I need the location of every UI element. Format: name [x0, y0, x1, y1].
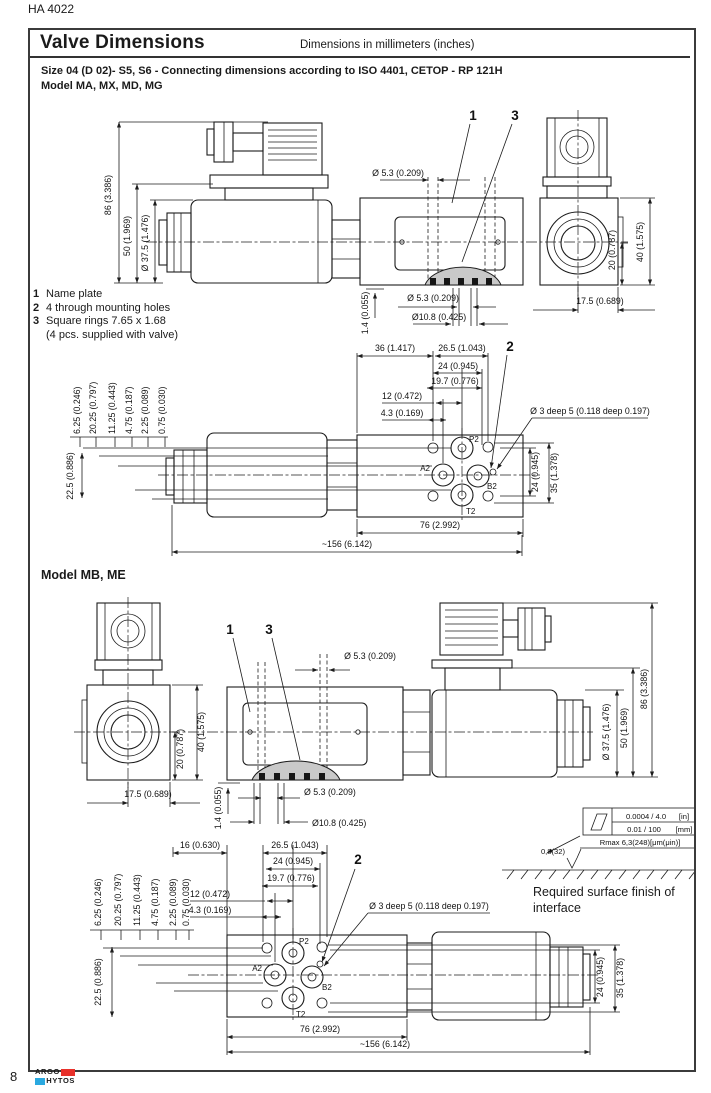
note-item: [33, 329, 178, 343]
dim-40: 40 (1.575): [635, 221, 645, 263]
note-number: 1: [33, 288, 40, 300]
dim-0-75: 0.75 (0.030): [157, 386, 167, 434]
flatness-mm: 0.01 / 100: [627, 825, 661, 834]
dim-20-25: 20.25 (0.797): [113, 873, 123, 926]
note-number: 2: [33, 301, 40, 314]
title-divider: [30, 56, 690, 58]
dim-19-7: 19.7 (0.776): [267, 873, 315, 883]
page-title: Valve Dimensions: [40, 32, 205, 53]
dim-36: 36 (1.417): [374, 343, 416, 353]
dim-76: 76 (2.992): [299, 1024, 341, 1034]
port-b2: B2: [322, 983, 332, 992]
dim-50: 50 (1.969): [122, 215, 132, 257]
port-p2: P2: [469, 435, 479, 444]
port-t2: T2: [466, 507, 476, 516]
port-a2: A2: [420, 464, 430, 473]
dim-16: 16 (0.630): [179, 840, 221, 850]
note-number: 3: [33, 315, 40, 327]
dim-hole-5-3-bottom: Ø 5.3 (0.209): [407, 293, 459, 303]
surface-finish-caption-line2: interface: [533, 901, 581, 915]
dim-156: ~156 (6.142): [321, 539, 373, 549]
dim-22-5: 22.5 (0.886): [65, 452, 75, 500]
units-note: Dimensions in millimeters (inches): [300, 39, 475, 51]
logo-cyan-block: [35, 1078, 45, 1085]
dim-17-5: 17.5 (0.689): [576, 296, 624, 306]
logo-text-hytos: HYTOS: [46, 1076, 75, 1085]
dim-hole-10-8: Ø10.8 (0.425): [411, 312, 467, 322]
callout-2: 2: [354, 852, 362, 867]
dim-hole-3-deep: Ø 3 deep 5 (0.118 deep 0.197): [530, 406, 650, 416]
dim-1-4: 1.4 (0.055): [213, 786, 223, 830]
dim-19-7: 19.7 (0.776): [431, 376, 479, 386]
dim-12: 12 (0.472): [381, 391, 423, 401]
flatness-in: 0.0004 / 4.0: [625, 812, 667, 821]
dim-37-5: Ø 37.5 (1.476): [140, 214, 150, 272]
dim-20: 20 (0.787): [607, 229, 617, 271]
callout-3: 3: [265, 622, 273, 637]
dim-2-25: 2.25 (0.089): [168, 878, 178, 926]
dim-hole-5-3-top: Ø 5.3 (0.209): [372, 168, 424, 178]
dim-86: 86 (3.386): [639, 668, 649, 710]
dim-26-5: 26.5 (1.043): [438, 343, 486, 353]
dim-17-5: 17.5 (0.689): [124, 789, 172, 799]
dim-26-5: 26.5 (1.043): [271, 840, 319, 850]
dim-50: 50 (1.969): [619, 707, 629, 749]
dim-right-35: 35 (1.378): [549, 452, 559, 494]
note-text: (4 pcs. supplied with valve): [46, 328, 179, 341]
dim-right-24: 24 (0.945): [595, 956, 605, 998]
note-text: Square rings 7.65 x 1.68: [46, 315, 166, 327]
callout-2: 2: [506, 339, 514, 354]
dim-20-25: 20.25 (0.797): [88, 381, 98, 434]
note-text: Name plate: [46, 288, 103, 300]
dim-24: 24 (0.945): [437, 361, 479, 371]
dim-right-35: 35 (1.378): [615, 957, 625, 999]
port-b2: B2: [487, 482, 497, 491]
dim-76: 76 (2.992): [419, 520, 461, 530]
dim-12: 12 (0.472): [189, 889, 231, 899]
notes-list: [33, 288, 178, 342]
doc-code: HA 4022: [28, 2, 75, 16]
dim-86: 86 (3.386): [103, 174, 113, 216]
dim-hole-10-8: Ø10.8 (0.425): [312, 818, 367, 828]
note-item: [33, 315, 178, 329]
dim-11-25: 11.25 (0.443): [132, 874, 142, 926]
argo-hytos-logo: [35, 1068, 75, 1086]
surface-finish-caption-line1: Required surface finish of: [533, 885, 675, 899]
note-item: [33, 302, 178, 316]
port-p2: P2: [299, 937, 309, 946]
dim-2-25: 2.25 (0.089): [140, 386, 150, 434]
dim-hole-5-3-top: Ø 5.3 (0.209): [344, 651, 396, 661]
dim-11-25: 11.25 (0.443): [107, 382, 117, 434]
dim-right-24: 24 (0.945): [530, 451, 540, 493]
dim-4-75: 4.75 (0.187): [150, 878, 160, 926]
dim-156: ~156 (6.142): [359, 1039, 411, 1049]
note-number: [33, 329, 46, 343]
dim-40: 40 (1.575): [196, 711, 206, 753]
port-t2: T2: [296, 1010, 306, 1019]
dim-4-75: 4.75 (0.187): [124, 386, 134, 434]
flatness-mm-unit: [mm]: [675, 825, 693, 834]
dim-20: 20 (0.787): [175, 728, 185, 770]
callout-1: 1: [469, 108, 477, 123]
page-number: 8: [10, 1069, 18, 1084]
dim-0-75: 0.75 (0.030): [181, 878, 191, 926]
section1-heading-line2: Model MA, MX, MD, MG: [41, 80, 163, 92]
dim-hole-5-3-bottom: Ø 5.3 (0.209): [304, 787, 356, 797]
section1-heading-line1: Size 04 (D 02)- S5, S6 - Connecting dimensions according to ISO 4401, CETOP - RP 121H: [41, 65, 503, 77]
note-item: [33, 288, 178, 302]
dim-37-5: Ø 37.5 (1.476): [601, 703, 611, 761]
dim-24: 24 (0.945): [272, 856, 314, 866]
dim-22-5: 22.5 (0.886): [93, 958, 103, 1006]
rmax-note: Rmax 6,3(248)[μm(μin)]: [599, 838, 681, 847]
port-a2: A2: [252, 964, 262, 973]
dim-6-25: 6.25 (0.246): [72, 386, 82, 434]
surface-finish-caption: [533, 884, 693, 916]
callout-3: 3: [511, 108, 519, 123]
note-text: 4 through mounting holes: [46, 301, 171, 314]
dim-4-3: 4.3 (0.169): [380, 408, 424, 418]
section2-heading: Model MB, ME: [41, 568, 126, 582]
dim-hole-3-deep: Ø 3 deep 5 (0.118 deep 0.197): [369, 901, 489, 911]
logo-text-argo: ARGO: [35, 1067, 60, 1076]
flatness-in-unit: [in]: [678, 812, 690, 821]
dim-6-25: 6.25 (0.246): [93, 878, 103, 926]
dim-1-4: 1.4 (0.055): [360, 291, 370, 335]
callout-1: 1: [226, 622, 234, 637]
dim-4-3: 4.3 (0.169): [188, 905, 232, 915]
roughness-value: 0,8(32): [540, 847, 565, 856]
logo-red-block: [61, 1069, 75, 1076]
